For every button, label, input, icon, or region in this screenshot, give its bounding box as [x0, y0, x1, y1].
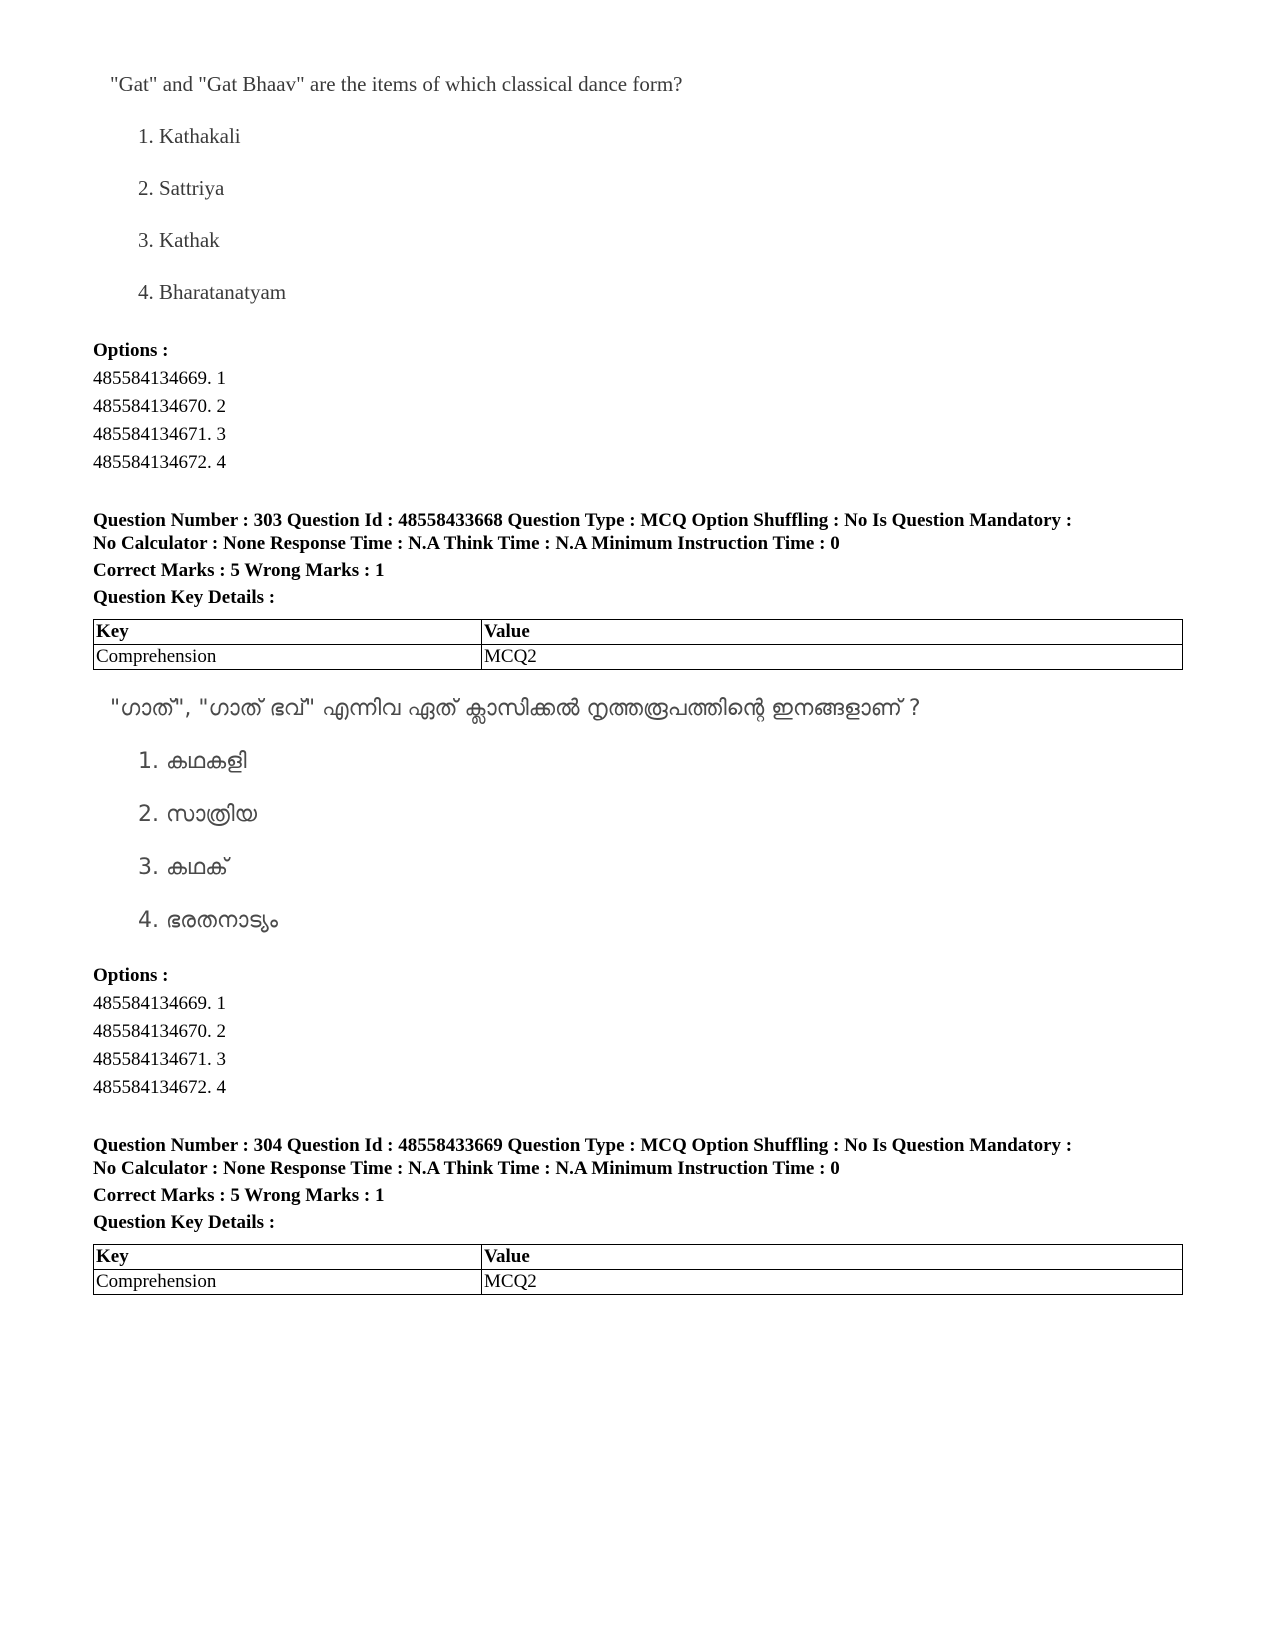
options-list — [93, 337, 226, 477]
key-details-heading: Question Key Details : — [93, 587, 276, 608]
table-cell-value: MCQ2 — [482, 645, 1183, 670]
key-value-table-304 — [93, 1244, 1183, 1295]
table-cell-key: Comprehension — [94, 1270, 482, 1295]
meta-line-1: Question Number : 303 Question Id : 48558433668 Question Type : MCQ Option Shuffling : No Is Question Mandatory : — [93, 510, 1073, 531]
choice-3-ml: 3. കഥക് — [138, 855, 229, 880]
key-value-table-303 — [93, 619, 1183, 670]
question-meta-304 — [93, 1134, 1193, 1234]
meta-line-2: No Calculator : None Response Time : N.A Think Time : N.A Minimum Instruction Time : 0 — [93, 1158, 840, 1179]
key-details-heading: Question Key Details : — [93, 1212, 276, 1233]
marks-line: Correct Marks : 5 Wrong Marks : 1 — [93, 1185, 385, 1206]
choice-1: 1. Kathakali — [138, 124, 241, 148]
question-image-malayalam — [110, 696, 921, 933]
question-text: "Gat" and "Gat Bhaav" are the items of which classical dance form? — [110, 72, 683, 96]
option-item: 485584134670. 2 — [93, 1021, 226, 1042]
option-item: 485584134669. 1 — [93, 368, 226, 389]
table-header-key: Key — [94, 620, 482, 645]
choice-1-ml: 1. കഥകളി — [138, 749, 247, 774]
table-cell-value: MCQ2 — [482, 1270, 1183, 1295]
meta-line-1: Question Number : 304 Question Id : 48558433669 Question Type : MCQ Option Shuffling : No Is Question Mandatory : — [93, 1135, 1073, 1156]
option-item: 485584134672. 4 — [93, 452, 226, 473]
choice-4-ml: 4. ഭരതനാട്യം — [138, 908, 279, 933]
question-image-english — [110, 72, 683, 305]
marks-line: Correct Marks : 5 Wrong Marks : 1 — [93, 560, 385, 581]
table-header-value: Value — [482, 620, 1183, 645]
options-heading: Options : — [93, 965, 169, 986]
question-meta-303 — [93, 509, 1193, 609]
option-item: 485584134671. 3 — [93, 1049, 226, 1070]
option-item: 485584134670. 2 — [93, 396, 226, 417]
table-header-value: Value — [482, 1245, 1183, 1270]
choice-2: 2. Sattriya — [138, 176, 225, 200]
choice-3: 3. Kathak — [138, 228, 220, 252]
meta-line-2: No Calculator : None Response Time : N.A Think Time : N.A Minimum Instruction Time : 0 — [93, 533, 840, 554]
choice-4: 4. Bharatanatyam — [138, 280, 287, 304]
question-text-ml: "ഗാത്", "ഗാത് ഭവ്" എന്നിവ ഏത് ക്ലാസിക്കൽ നൃത്തരൂപത്തിന്റെ ഇനങ്ങളാണ് ? — [110, 696, 921, 721]
table-cell-key: Comprehension — [94, 645, 482, 670]
options-list-303 — [93, 962, 226, 1102]
option-item: 485584134669. 1 — [93, 993, 226, 1014]
option-item: 485584134672. 4 — [93, 1077, 226, 1098]
table-header-key: Key — [94, 1245, 482, 1270]
options-heading: Options : — [93, 340, 169, 361]
option-item: 485584134671. 3 — [93, 424, 226, 445]
choice-2-ml: 2. സാത്രിയ — [138, 802, 258, 827]
